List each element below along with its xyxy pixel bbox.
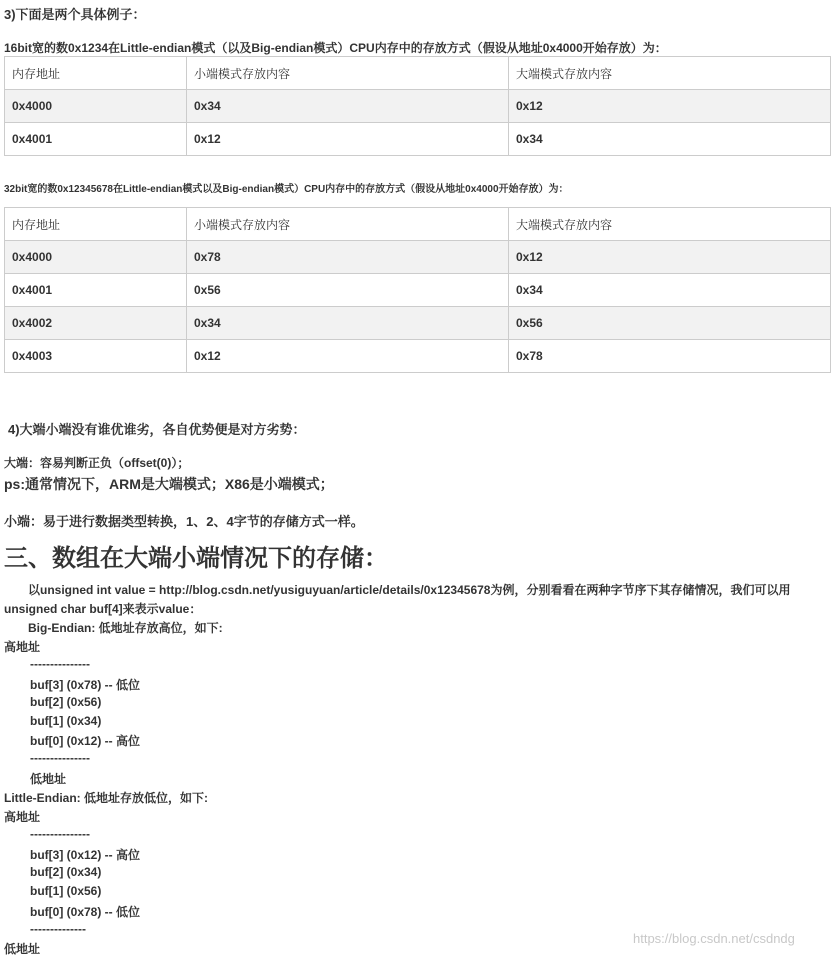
table-cell: 0x12 <box>187 123 509 156</box>
table2-caption: 32bit宽的数0x12345678在Little-endian模式以及Big-endian模式）CPU内存中的存放方式（假设从地址0x4000开始存放）为： <box>4 184 569 195</box>
little-endian-title: Little-Endian: 低地址存放低位，如下: <box>4 791 208 805</box>
little-endian-separator: --------------- <box>30 827 90 841</box>
table-header-row <box>5 57 831 90</box>
little-endian-buf2: buf[2] (0x34) <box>30 865 102 879</box>
table-cell: 0x12 <box>509 241 831 274</box>
table-cell: 0x4001 <box>5 123 187 156</box>
little-endian-separator: -------------- <box>30 922 86 936</box>
table-cell: 0x56 <box>509 307 831 340</box>
table1-caption: 16bit宽的数0x1234在Little-endian模式（以及Big-endian模式）CPU内存中的存放方式（假设从地址0x4000开始存放）为： <box>4 41 667 55</box>
table-header-cell: 大端模式存放内容 <box>509 208 831 241</box>
big-endian-note: 大端：容易判断正负（offset(0)）； <box>4 456 190 470</box>
table-header-cell: 内存地址 <box>5 208 187 241</box>
table-cell: 0x4003 <box>5 340 187 373</box>
intro-line-2: unsigned char buf[4]来表示value： <box>4 602 202 616</box>
table-cell: 0x78 <box>509 340 831 373</box>
big-endian-buf0: buf[0] (0x12) -- 高位 <box>30 734 141 748</box>
table-cell: 0x34 <box>509 123 831 156</box>
watermark: https://blog.csdn.net/csdndg <box>633 931 795 946</box>
little-endian-buf1: buf[1] (0x56) <box>30 884 102 898</box>
table-header-cell: 大端模式存放内容 <box>509 57 831 90</box>
table-cell: 0x4000 <box>5 90 187 123</box>
main-heading: 三、数组在大端小端情况下的存储： <box>4 545 388 572</box>
big-endian-separator: --------------- <box>30 657 90 671</box>
little-endian-high-label: 高地址 <box>4 810 41 824</box>
table-cell: 0x34 <box>509 274 831 307</box>
intro-line-1: 以unsigned int value = http://blog.csdn.net/yusiguyuan/article/details/0x12345678为例，分别看看在两种字节序下其存储情况，我们可以用 <box>28 583 791 597</box>
table-header-cell: 内存地址 <box>5 57 187 90</box>
table-cell: 0x56 <box>187 274 509 307</box>
little-endian-buf0: buf[0] (0x78) -- 低位 <box>30 905 141 919</box>
table-cell: 0x12 <box>509 90 831 123</box>
table2 <box>4 207 831 373</box>
ps-note: ps:通常情况下，ARM是大端模式；X86是小端模式； <box>4 476 334 492</box>
table-cell: 0x4001 <box>5 274 187 307</box>
big-endian-buf1: buf[1] (0x34) <box>30 714 102 728</box>
table-cell: 0x4002 <box>5 307 187 340</box>
table-cell: 0x78 <box>187 241 509 274</box>
big-endian-low-label: 低地址 <box>30 772 67 786</box>
big-endian-separator: --------------- <box>30 751 90 765</box>
table-header-row <box>5 208 831 241</box>
table-row <box>5 241 831 274</box>
table-cell: 0x12 <box>187 340 509 373</box>
table-row <box>5 123 831 156</box>
section4-heading: 4)大端小端没有谁优谁劣，各自优势便是对方劣势： <box>8 422 306 437</box>
table-row <box>5 340 831 373</box>
little-endian-low-label: 低地址 <box>4 942 41 956</box>
table1 <box>4 56 831 156</box>
table-header-cell: 小端模式存放内容 <box>187 57 509 90</box>
big-endian-high-label: 高地址 <box>4 640 41 654</box>
table-cell: 0x34 <box>187 307 509 340</box>
table-row <box>5 90 831 123</box>
table-row <box>5 274 831 307</box>
little-endian-buf3: buf[3] (0x12) -- 高位 <box>30 848 141 862</box>
big-endian-buf2: buf[2] (0x56) <box>30 695 102 709</box>
little-endian-note: 小端：易于进行数据类型转换，1、2、4字节的存储方式一样。 <box>4 514 364 529</box>
table-row <box>5 307 831 340</box>
section3-heading: 3)下面是两个具体例子： <box>4 7 146 22</box>
table-cell: 0x34 <box>187 90 509 123</box>
table-cell: 0x4000 <box>5 241 187 274</box>
big-endian-title: Big-Endian: 低地址存放高位，如下: <box>28 621 223 635</box>
big-endian-buf3: buf[3] (0x78) -- 低位 <box>30 678 141 692</box>
table-header-cell: 小端模式存放内容 <box>187 208 509 241</box>
